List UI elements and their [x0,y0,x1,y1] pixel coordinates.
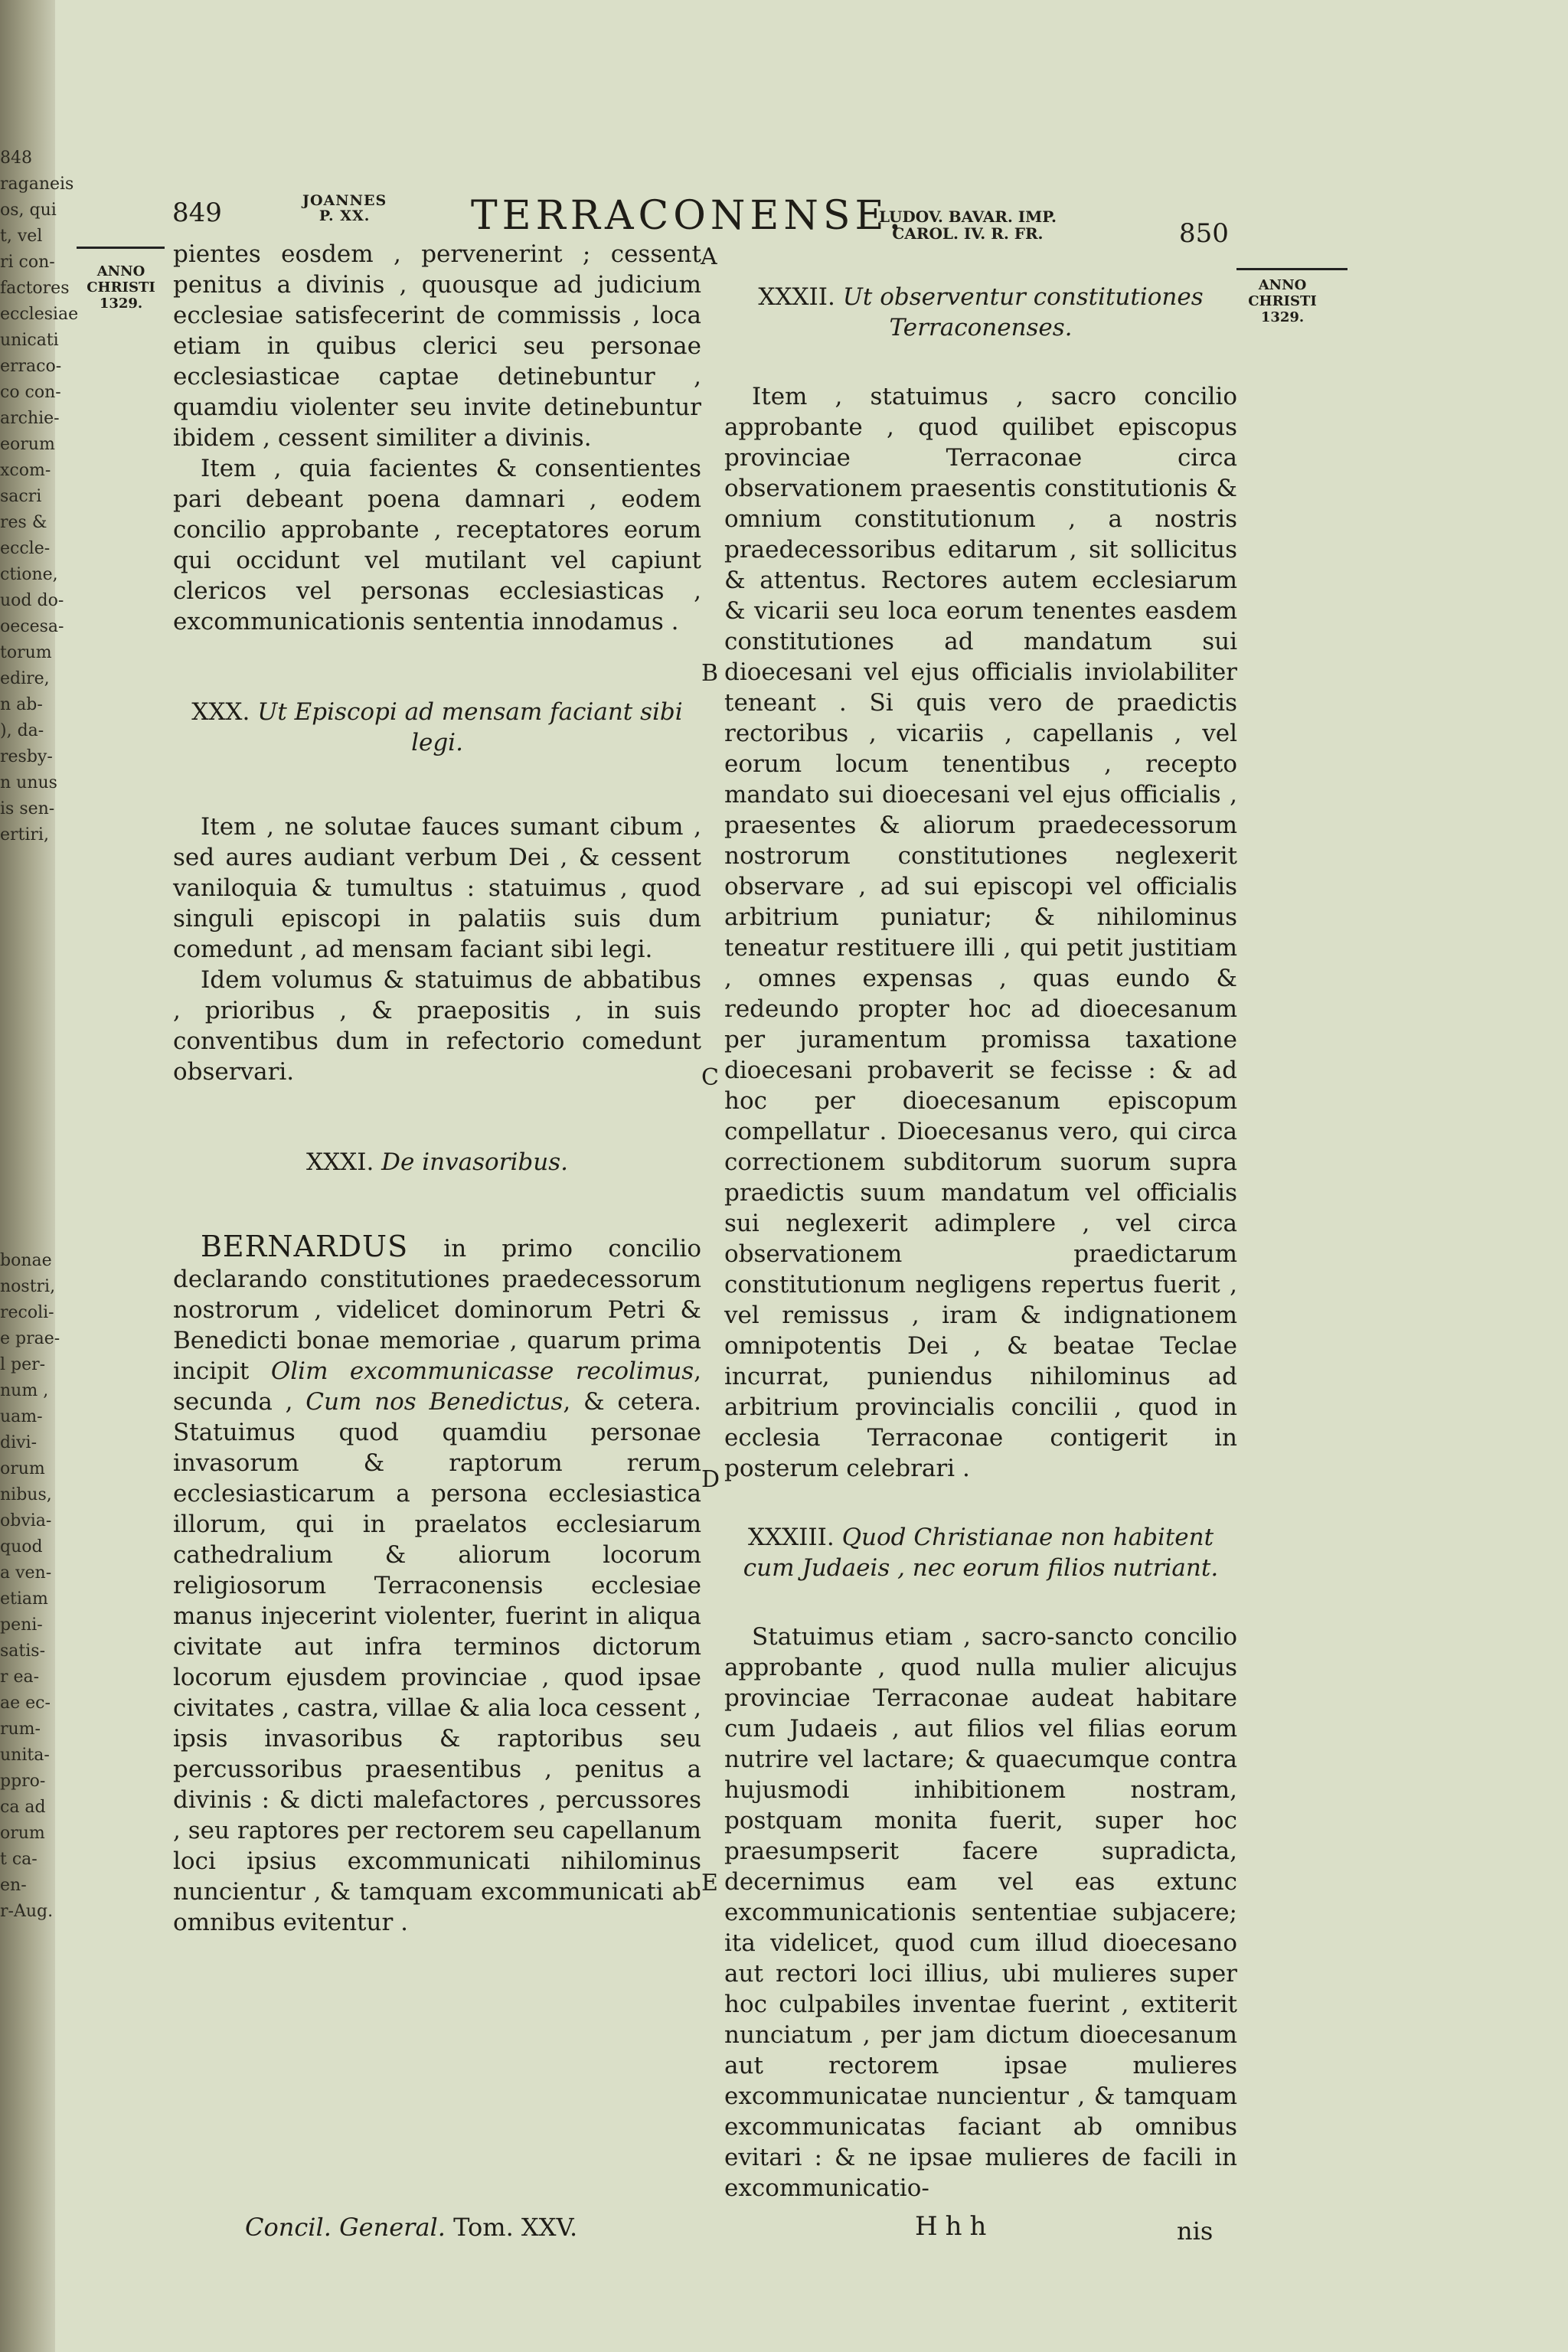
margin-marker-c: C [701,1064,719,1091]
fragment-line: en- [0,1876,27,1895]
section-title: Ut observentur constitutiones Terraconenses. [842,283,1204,341]
citation: Cum nos Benedictus [305,1388,564,1416]
fragment-line: a ven- [0,1563,52,1583]
paragraph: Statuimus etiam , sacro-sancto concilio approbante , quod nulla mulier alicujus provinciae Terraconae audeat habitare cum Judaeis , aut filios vel filias eorum nutrire vel lactare; & quaecumque contra hujusmodi inhibitionem nostram, postquam monita fuerit, super hoc praesumpserit facere supradicta, decernimus eam vel eas extunc excommunicationis sententiae subjacere; ita videlicet, quod cum illud dioecesano aut rectori loci illius, ubi mulieres super hoc culpabiles inventae fuerint , extiterit nunciatum , per jam dictum dioecesanum aut rectorem ipsae mulieres excommunicatae nuncientur , & tamquam excommunicatas faciant ab omnibus evitari : & ne ipsae mulieres de facili in excommunicatio- [724,1623,1237,2202]
pope-number: P. XX. [318,207,371,224]
fragment-line: unita- [0,1746,50,1765]
fragment-line: 848 [0,149,32,168]
left-year-note [83,263,159,312]
fragment-line: l per- [0,1355,46,1374]
fragment-line: archie- [0,409,60,428]
fragment-line: recoli- [0,1303,54,1322]
section-number: XXXII. [758,283,835,311]
fragment-line: bonae [0,1251,52,1270]
fragment-line: quod [0,1537,43,1557]
fragment-line: uam- [0,1407,43,1426]
fragment-line: n unus [0,773,57,792]
margin-marker-a: A [701,243,717,270]
lead-word: BERNARDUS [201,1230,409,1263]
fragment-line: edire, [0,669,50,688]
page-number-left: 849 [172,198,222,228]
paragraph [173,1231,701,1938]
king-line-1: LUDOV. BAVAR. IMP. [879,207,1057,226]
section-heading-32 [724,282,1237,343]
text-run: in primo concilio declarando constitutiones praedecessorum nostrorum , videlicet dominorum Petri & Benedicti bonae memoriae , quarum prima incipit [173,1235,701,1385]
year-label: 1329. [99,296,143,312]
fragment-line: r-Aug. [0,1902,54,1921]
fragment-line: peni- [0,1615,43,1635]
text-run: , secunda , [173,1357,701,1416]
section-title: Ut Episcopi ad mensam faciant sibi legi. [257,698,683,756]
fragment-line: factores [0,279,70,298]
fragment-line: nibus, [0,1485,52,1504]
fragment-line: obvia- [0,1511,52,1530]
fragment-line: t, vel [0,227,43,246]
fragment-line: t ca- [0,1850,38,1869]
right-year-note [1244,277,1321,325]
left-column [173,239,701,1938]
paragraph: Idem volumus & statuimus de abbatibus , prioribus , & praepositis , in suis conventibus dum in refectorio comedunt observari. [173,966,701,1086]
section-heading-33 [724,1522,1237,1583]
footer-volume [245,2213,577,2242]
paragraph: pientes eosdem , pervenerint ; cessent penitus a divinis , quousque ad judicium ecclesiae satisfecerint de commissis , loca etiam in quibus clerici seu personae ecclesiasticae captae detinebuntur , quamdiu violenter seu invite detinebuntur ibidem , cessent similiter a divinis. [173,240,701,452]
fragment-line: xcom- [0,461,51,480]
fragment-line: resby- [0,747,53,766]
christi-label: CHRISTI [1248,293,1317,309]
citation: Olim excommunicasse recolimus [270,1357,694,1385]
previous-page-fragment-top [0,145,79,1217]
fragment-line: ae ec- [0,1694,51,1713]
fragment-line: ppro- [0,1772,46,1791]
fragment-line: ertiri, [0,825,49,844]
fragment-line: raganeis [0,175,74,194]
catchword: nis [1177,2216,1214,2246]
footer-tome: Tom. XXV. [445,2213,578,2242]
fragment-line: ), da- [0,721,44,740]
text-run: , & cetera. Statuimus quod quamdiu personae invasorum & raptorum rerum ecclesiasticarum a persona ecclesiastica illorum, qui in praelatos ecclesiarum cathedralium & aliorum locorum religiosorum Terraconensis ecclesiae manus injecerint violenter, fuerint in aliqua civitate aut infra terminos dictorum locorum ejusdem provinciae , quod ipsae civitates , castra, villae & alia loca cessent , ipsis invasoribus & raptoribus seu percussoribus praesentibus , penitus a divinis : & dicti malefactores , percussores , seu raptores per rectorem seu capellanum loci ipsius excommunicati nihilominus nuncientur , & tamquam excommunicati ab omnibus evitentur . [173,1388,702,1936]
king-line-2: CAROL. IV. R. FR. [892,224,1044,243]
section-number: XXXI. [306,1148,374,1176]
fragment-line: uod do- [0,591,64,610]
right-margin-rule [1236,268,1348,270]
fragment-line: num , [0,1381,49,1400]
fragment-line: satis- [0,1642,46,1661]
paragraph: Item , statuimus , sacro concilio approbante , quod quilibet episcopus provinciae Terraconae circa observationem praesentis constitutionis & omnium constitutionum , a nostris praedecessoribus editarum , sit sollicitus & attentus. Rectores autem ecclesiarum & vicarii seu loca eorum tenentes easdem constitutiones ad mandatum sui dioecesani vel ejus officialis inviolabiliter teneant . Si quis vero de praedictis rectoribus , vicariis , capellanis , vel eorum locum tenentibus , recepto mandato sui dioecesani vel ejus officialis , praesentes & aliorum praedecessorum nostrorum constitutiones neglexerit observare , ad sui episcopi vel officialis arbitrium puniatur; & nihilominus teneatur restituere illi , qui petit justitiam , omnes expensas , quas eundo & redeundo propter hoc ad dioecesanum per juramentum promissa taxatione dioecesani probaverit se fecisse : & ad hoc per dioecesanum episcopum compellatur . Dioecesanus vero, qui circa correctionem subditorum suorum supra praedictis suum mandatum vel officialis sui neglexerit adimplere , vel circa observationem praedictarum constitutionum negligens repertus fuerit , vel remissus , iram & indignationem omnipotentis Dei , & beatae Teclae incurrat, puniendus nihilominus ad arbitrium provincialis concilii , quod in ecclesia Terraconae contigerit in posterum celebrari . [724,383,1237,1482]
left-margin-rule [77,247,165,249]
right-column [724,282,1237,2203]
fragment-line: n ab- [0,695,43,714]
section-title: Quod Christianae non habitent cum Judaeis , nec eorum filios nutriant. [743,1524,1219,1582]
fragment-line: orum [0,1824,45,1843]
fragment-line: etiam [0,1589,48,1609]
anno-label: ANNO [96,263,145,279]
year-label: 1329. [1260,309,1305,325]
margin-marker-b: B [701,660,719,687]
fragment-line: os, qui [0,201,57,220]
fragment-line: eccle- [0,539,51,558]
king-header [879,208,1057,242]
fragment-line: erraco- [0,357,62,376]
fragment-line: co con- [0,383,61,402]
page-number-right: 850 [1179,218,1229,249]
fragment-line: torum [0,643,52,662]
fragment-line: nostri, [0,1277,56,1296]
margin-marker-e: E [701,1870,718,1896]
fragment-line: r ea- [0,1668,40,1687]
fragment-line: ecclesiae [0,305,79,324]
fragment-line: ctione, [0,565,58,584]
christi-label: CHRISTI [87,279,155,296]
section-heading-30 [173,697,701,758]
margin-marker-d: D [701,1466,720,1493]
fragment-line: ca ad [0,1798,46,1817]
pope-header [302,193,387,224]
fragment-line: eorum [0,435,55,454]
paragraph: Item , ne solutae fauces sumant cibum , sed aures audiant verbum Dei , & cessent vaniloquia & tumultus : statuimus , quod singuli episcopi in palatiis suis dum comedunt , ad mensam faciant sibi legi. [173,813,701,963]
fragment-line: e prae- [0,1329,60,1348]
fragment-line: divi- [0,1433,38,1452]
fragment-line: oecesa- [0,617,64,636]
pope-name: JOANNES [302,192,387,209]
fragment-line: res & [0,513,47,532]
previous-page-fragment-bottom [0,1248,69,2167]
fragment-line: is sen- [0,799,55,818]
section-heading-31 [173,1147,701,1178]
fragment-line: sacri [0,487,42,506]
running-title: TERRACONENSE. [471,193,906,239]
fragment-line: orum [0,1459,45,1478]
signature-mark: Hhh [915,2211,995,2242]
section-number: XXXIII. [747,1524,835,1551]
section-number: XXX. [191,698,250,726]
footer-title: Concil. General. [245,2213,446,2242]
section-title: De invasoribus. [381,1148,568,1176]
paragraph: Item , quia facientes & consentientes pari debeant poena damnari , eodem concilio approbante , receptatores eorum qui occidunt vel mutilant vel capiunt clericos vel personas ecclesiasticas , excommunicationis sententia innodamus . [173,455,701,635]
anno-label: ANNO [1258,277,1307,293]
fragment-line: ri con- [0,253,55,272]
fragment-line: rum- [0,1720,41,1739]
fragment-line: unicati [0,331,59,350]
